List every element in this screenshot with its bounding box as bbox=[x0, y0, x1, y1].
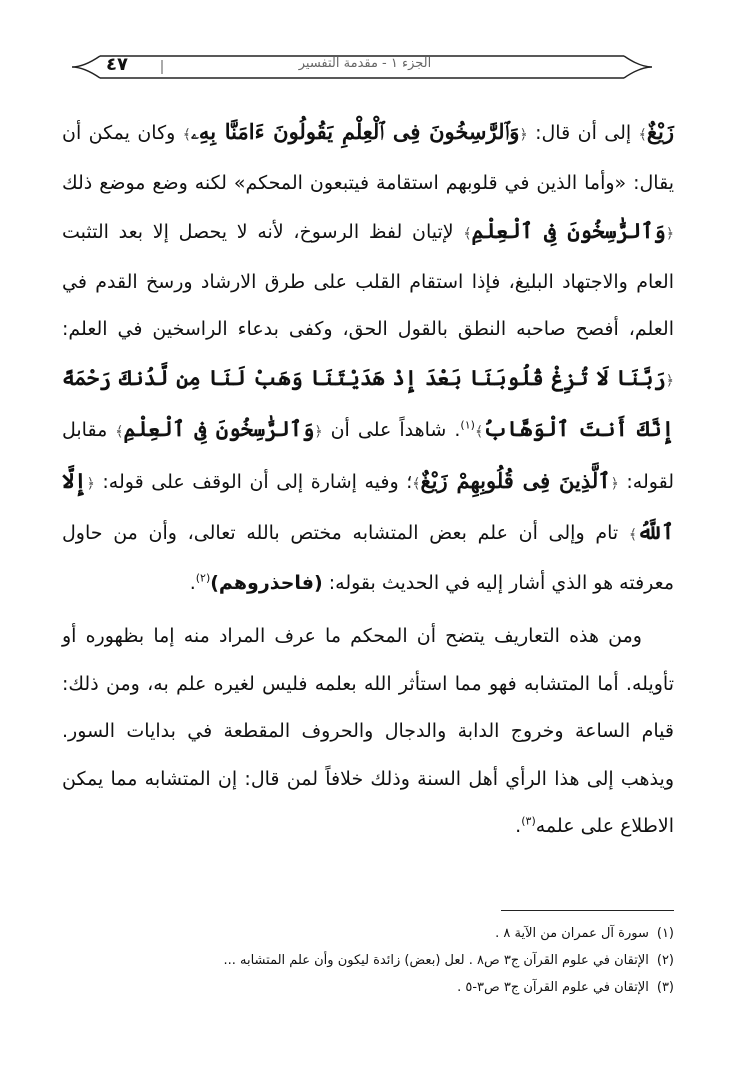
quran-verse: وَٱلرَّٰسِخُونَ فِى ٱلْعِلْمِ يَقُولُونَ ءَامَنَّا بِهِۦ bbox=[190, 119, 520, 144]
paragraph-1 bbox=[62, 108, 674, 607]
verse-ornament-open: ﴿ bbox=[519, 127, 528, 143]
verse-ornament-close: ﴾ bbox=[115, 424, 124, 440]
footnote-ref: (٢) bbox=[195, 571, 211, 585]
quran-verse: ٱلَّذِينَ فِى قُلُوبِهِمْ زَيْغٌ bbox=[420, 467, 611, 493]
verse-ornament-open: ﴿ bbox=[314, 424, 323, 440]
verse-ornament-open: ﴿ bbox=[86, 475, 95, 492]
verse-ornament-open: ﴿ bbox=[610, 475, 619, 492]
footnote-1 bbox=[62, 920, 674, 947]
text-segment: ؛ وفيه إشارة إلى أن الوقف على قوله: bbox=[94, 470, 413, 493]
paragraph-2 bbox=[62, 613, 674, 851]
main-text bbox=[62, 108, 674, 851]
page-header bbox=[70, 46, 654, 88]
text-segment: وكان يمكن أن يقال: «وأما الذين في قلوبهم استقامة فيتبعون المحكم» لكنه وضع موضع ذلك bbox=[62, 122, 674, 194]
footnote-text: الإتقان في علوم القرآن ج٣ ص٣-٥ . bbox=[457, 980, 649, 995]
text-segment: إلى أن قال: bbox=[527, 122, 639, 144]
text-segment: لإتيان لفظ الرسوخ، لأنه لا يحصل إلا بعد التثبت العام والاجتهاد البليغ، فإذا استقام القلب على طرق الارشاد ورسخ القدم في العلم، أفصح صاحبه النطق بالقول الحق، وكفى بدعاء الراسخين في العلم: bbox=[62, 221, 674, 340]
verse-ornament-close: ﴾ bbox=[474, 424, 484, 440]
verse-ornament-close: ﴾ bbox=[463, 226, 472, 242]
verse-ornament-close: ﴾ bbox=[628, 527, 638, 543]
footnotes bbox=[62, 920, 674, 1001]
text-segment: مقابل لقوله: bbox=[62, 419, 674, 493]
running-title: الجزء ١ - مقدمة التفسير bbox=[298, 56, 432, 71]
verse-ornament-open: ﴿ bbox=[665, 226, 675, 242]
verse-ornament-close: ﴾ bbox=[412, 475, 421, 492]
text-segment: . شاهداً على أن bbox=[322, 419, 461, 441]
verse-ornament-open: ﴿ bbox=[665, 372, 674, 389]
footnote-2 bbox=[62, 947, 674, 974]
quran-verse: إِلَّا ٱللَّهُ bbox=[62, 467, 674, 544]
hadith-quote: (فاحذروهم) bbox=[210, 571, 323, 594]
text-segment: . bbox=[189, 571, 196, 594]
footnote-3 bbox=[62, 974, 674, 1001]
text-segment: . bbox=[515, 815, 522, 837]
footnote-mark: (١) bbox=[656, 926, 674, 941]
footnote-text: الإتقان في علوم القرآن ج٣ ص٨ . لعل (بعض) زائدة ليكون وأن علم المتشابه ... bbox=[223, 953, 649, 968]
quran-verse: وَٱلرَّٰسِخُونَ فِى ٱلْعِلْمِ bbox=[123, 416, 315, 441]
footnote-divider bbox=[501, 910, 674, 911]
footnote-mark: (٣) bbox=[656, 980, 674, 995]
quran-verse: رَبَّنَا لَا تُزِغْ قُلُوبَنَا بَعْدَ إِذْ هَدَيْتَنَا وَهَبْ لَنَا مِن لَّدُنكَ رَحْمَةً إِنَّكَ أَنتَ ٱلْوَهَّابُ bbox=[62, 364, 675, 441]
quran-verse: زَيْغٌ bbox=[646, 119, 675, 144]
page-number: ٤٧ bbox=[106, 54, 128, 75]
verse-ornament-close: ﴾ bbox=[638, 127, 647, 143]
footnote-mark: (٢) bbox=[656, 953, 674, 968]
text-segment: تام وإلى أن علم بعض المتشابه مختص بالله تعالى، وأن من حاول معرفته هو الذي أشار إليه في الحديث بقوله: bbox=[62, 522, 674, 594]
footnote-text: سورة آل عمران من الآية ٨ . bbox=[495, 926, 649, 941]
text-segment: ومن هذه التعاريف يتضح أن المحكم ما عرف المراد منه إما بظهوره أو تأويله. أما المتشابه فهو مما استأثر الله بعلمه فليس لغيره علم به، ومن ذلك: قيام الساعة وخروج الدابة والدجال والحروف المقطعة في بدايات السور. ويذهب إلى هذا الرأي أهل السنة وذلك خلافاً لمن قال: إن المتشابه مما يمكن الاطلاع على علمه bbox=[62, 625, 674, 837]
footnote-ref: (٣) bbox=[521, 814, 536, 828]
quran-verse: وَٱلرَّٰسِخُونَ فِى ٱلْعِلْمِ bbox=[471, 218, 666, 243]
verse-ornament-close: ﴾ bbox=[182, 127, 191, 143]
footnote-ref: (١) bbox=[460, 418, 475, 432]
